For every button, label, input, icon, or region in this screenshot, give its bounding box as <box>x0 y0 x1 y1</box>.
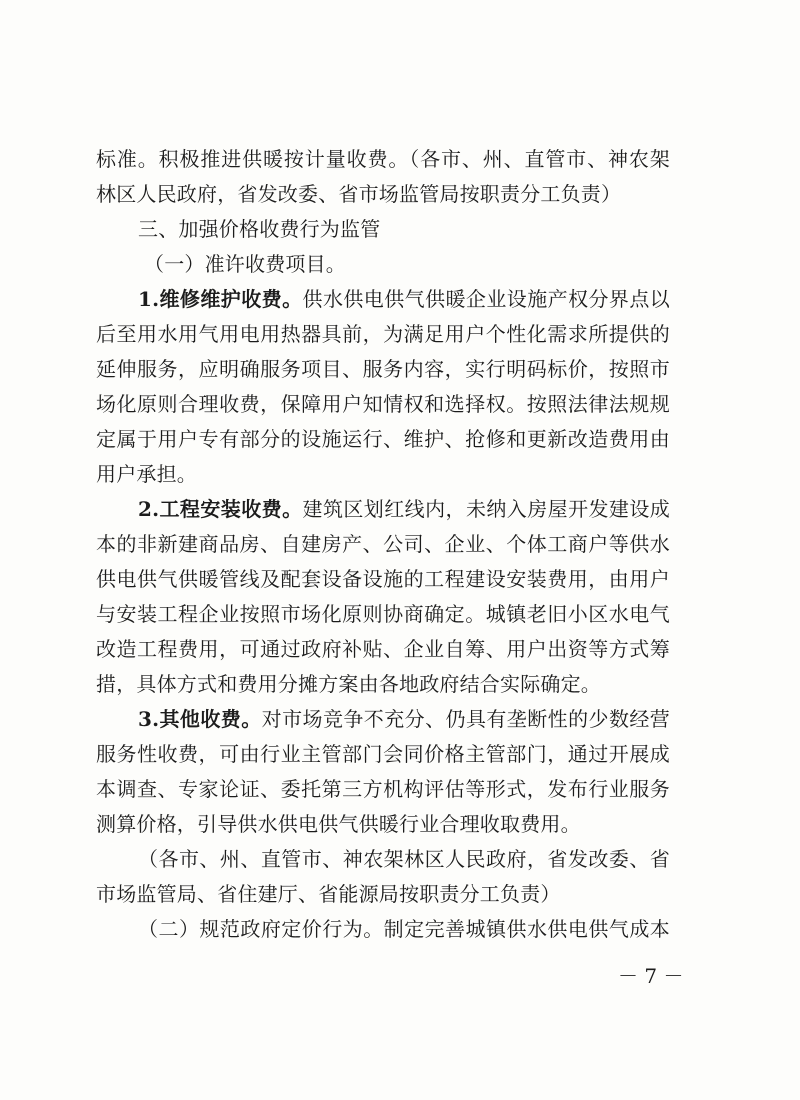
item1-line-5: 定属于用户专有部分的设施运行、维护、抢修和更新改造费用由 <box>96 427 670 451</box>
item2-first-line-text: 建筑区划红线内，未纳入房屋开发建设成 <box>302 497 670 521</box>
intro-line-1: 标准。积极推进供暖按计量收费。（各市、州、直管市、神农架 <box>96 147 670 171</box>
item2-line-5: 改造工程费用，可通过政府补贴、企业自筹、用户出资等方式筹 <box>96 637 670 661</box>
item3-line-4: 测算价格，引导供水供电供气供暖行业合理收取费用。 <box>96 812 581 836</box>
item3-first-line <box>96 702 670 737</box>
subsection-2-line: （二）规范政府定价行为。制定完善城镇供水供电供气成本 <box>138 917 670 941</box>
responsibility-line-2: 市场监管局、省住建厅、省能源局按职责分工负责） <box>96 882 561 906</box>
item2-line-3: 供电供气供暖管线及配套设备设施的工程建设安装费用，由用户 <box>96 567 670 591</box>
item2-line-2: 本的非新建商品房、自建房产、公司、企业、个体工商户等供水 <box>96 532 670 556</box>
item1-first-line-text: 供水供电供气供暖企业设施产权分界点以 <box>302 287 670 311</box>
item1-line-4: 场化原则合理收费，保障用户知情权和选择权。按照法律法规规 <box>96 392 670 416</box>
subsection-1-heading: （一）准许收费项目。 <box>144 252 346 276</box>
item2-line-6: 措，具体方式和费用分摊方案由各地政府结合实际确定。 <box>96 672 601 696</box>
item1-first-line <box>96 282 670 317</box>
item1-line-2: 后至用水用气用电用热器具前，为满足用户个性化需求所提供的 <box>96 322 670 346</box>
item3-first-line-text: 对市场竞争不充分、仍具有垄断性的少数经营 <box>261 707 670 731</box>
section-heading: 三、加强价格收费行为监管 <box>138 217 381 241</box>
responsibility-line-1: （各市、州、直管市、神农架林区人民政府，省发改委、省 <box>138 847 670 871</box>
item2-first-line <box>96 492 670 527</box>
item2-title: 2.工程安装收费。 <box>138 497 303 521</box>
document-body <box>96 142 670 947</box>
item1-line-3: 延伸服务，应明确服务项目、服务内容，实行明码标价，按照市 <box>96 357 670 381</box>
item2-line-4: 与安装工程企业按照市场化原则协商确定。城镇老旧小区水电气 <box>96 602 670 626</box>
item1-line-6: 用户承担。 <box>96 462 197 486</box>
item3-line-2: 服务性收费，可由行业主管部门会同价格主管部门，通过开展成 <box>96 742 670 766</box>
item3-line-3: 本调查、专家论证、委托第三方机构评估等形式，发布行业服务 <box>96 777 670 801</box>
page-number: － 7 － <box>618 964 684 988</box>
item1-title: 1.维修维护收费。 <box>138 287 303 311</box>
intro-line-2: 林区人民政府，省发改委、省市场监管局按职责分工负责） <box>96 182 622 206</box>
item3-title: 3.其他收费。 <box>138 707 262 731</box>
